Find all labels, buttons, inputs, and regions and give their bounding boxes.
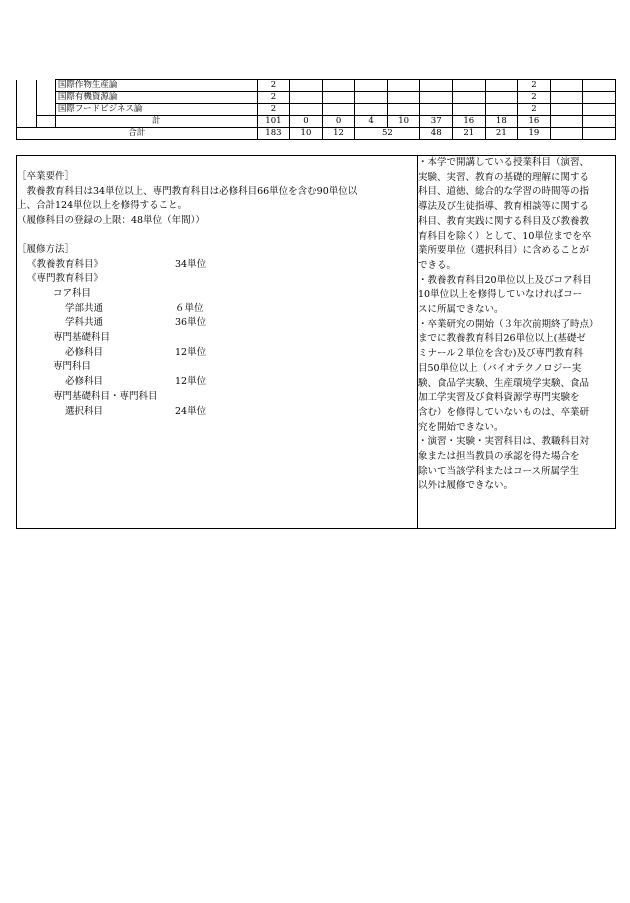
mixed-label: 専門基礎科目・専門科目 [53, 390, 158, 402]
course-name: 国際作物生産論 [55, 80, 257, 92]
cell [355, 92, 388, 104]
registration-limit: （履修科目の登録の上限：48単位（年間）） [17, 215, 205, 227]
dept-common-label: 学科共通 [65, 317, 104, 329]
cell [485, 104, 518, 116]
note-line: 業所要単位（選択科目）に含めることが [418, 245, 590, 257]
cell [355, 104, 388, 116]
cell: 21 [453, 128, 486, 140]
cell [420, 104, 453, 116]
cell: 183 [257, 128, 290, 140]
core-label: コア科目 [53, 287, 92, 299]
note-line: できる。 [418, 259, 457, 271]
cell [485, 92, 518, 104]
requirements-box [16, 155, 616, 529]
cell: 0 [322, 116, 355, 128]
cell: 16 [518, 116, 551, 128]
cell [453, 104, 486, 116]
liberal-units: 34単位 [175, 258, 207, 270]
cell [322, 92, 355, 104]
table-row [17, 80, 616, 92]
cell [485, 80, 518, 92]
note-line: ・演習・実験・実習科目は、教職科目対 [418, 436, 590, 448]
special-label: 《専門教育科目》 [27, 273, 104, 285]
special-required-label: 必修科目 [65, 376, 104, 388]
cell: 37 [420, 116, 453, 128]
note-line: ミナール２単位を含む)及び専門教育科 [418, 348, 584, 360]
cell [420, 92, 453, 104]
requirements-column [17, 156, 418, 528]
note-line: 10単位以上を修得していなければコー [418, 289, 583, 301]
cell [290, 80, 323, 92]
cell [322, 80, 355, 92]
note-line: 育科目を除く）として、10単位までを卒 [418, 230, 592, 242]
cell: 4 [355, 116, 388, 128]
cell: 18 [485, 116, 518, 128]
cell: 2 [518, 80, 551, 92]
cell [290, 104, 323, 116]
cell: 2 [257, 92, 290, 104]
notes-column [418, 156, 615, 494]
cell: 0 [290, 116, 323, 128]
basic-required-label: 必修科目 [65, 346, 104, 358]
note-line: 験、食品学実験、生産環境学実験、食品 [418, 377, 590, 389]
note-line: 含む）を修得していないものは、卒業研 [418, 406, 590, 418]
note-line: 象または担当教員の承認を得た場合を [418, 451, 580, 463]
cell: 48 [420, 128, 453, 140]
note-line: 除いて当該学科またはコース所属学生 [418, 465, 580, 477]
cell: 10 [290, 128, 323, 140]
cell: 2 [257, 104, 290, 116]
basic-required-units: 12単位 [175, 346, 207, 358]
cell [290, 92, 323, 104]
cell: 16 [453, 116, 486, 128]
note-line: 実験、実習、教育の基礎的理解に関する [418, 171, 590, 183]
basic-label: 専門基礎科目 [53, 332, 111, 344]
cell: 2 [518, 104, 551, 116]
liberal-label: 《教養教育科目》 [27, 258, 104, 270]
table-row [17, 104, 616, 116]
method-heading: ［履修方法］ [17, 243, 75, 255]
dept-common-units: 36単位 [175, 317, 207, 329]
total-row [17, 128, 616, 140]
requirements-heading: ［卒業要件］ [17, 171, 75, 182]
cell: 21 [485, 128, 518, 140]
cell [387, 104, 420, 116]
note-line: スに所属できない。 [418, 304, 504, 316]
note-line: ・卒業研究の開始（３年次前期終了時点） [418, 318, 599, 330]
cell [322, 104, 355, 116]
note-line: 究を開始できない。 [418, 421, 504, 433]
note-line: ・本学で開講している授業科目（演習、 [418, 157, 590, 168]
note-line: 科目、教育実践に関する科目及び教養教 [418, 215, 590, 227]
total-label: 合計 [17, 128, 258, 140]
cell [453, 92, 486, 104]
cell [387, 80, 420, 92]
note-line: ・教養教育科目20単位以上及びコア科目 [418, 274, 592, 286]
cell: 2 [518, 92, 551, 104]
cell: 12 [322, 128, 355, 140]
elective-units: 24単位 [175, 405, 207, 417]
note-line: 科目、道徳、総合的な学習の時間等の指 [418, 186, 590, 198]
note-line: までに教養教育科目26単位以上(基礎ゼ [418, 333, 586, 345]
note-line: 目50単位以上（バイオテクノロジー実 [418, 362, 582, 374]
subtotal-label: 計 [55, 116, 257, 128]
cell [387, 92, 420, 104]
cell: 10 [387, 116, 420, 128]
elective-label: 選択科目 [65, 405, 104, 417]
course-name: 国際フードビジネス論 [55, 104, 257, 116]
cell: 52 [355, 128, 420, 140]
cell: 2 [257, 80, 290, 92]
course-name: 国際有機資源論 [55, 92, 257, 104]
note-line: 以外は履修できない。 [418, 480, 514, 492]
credit-table-wrap [16, 79, 616, 140]
cell: 19 [518, 128, 551, 140]
requirements-body-1: 教養教育科目は34単位以上、専門教育科目は必修科目66単位を含む90単位以 [17, 185, 358, 197]
note-line: 導法及び生徒指導、教育相談等に関する [418, 201, 590, 213]
cell [355, 80, 388, 92]
cell [453, 80, 486, 92]
special-required-units: 12単位 [175, 376, 207, 388]
faculty-common-units: ６単位 [175, 302, 204, 314]
faculty-common-label: 学部共通 [65, 302, 104, 314]
table-row [17, 92, 616, 104]
cell: 101 [257, 116, 290, 128]
credit-table [16, 79, 616, 140]
note-line: 加工学実習及び食料資源学専門実験を [418, 392, 580, 404]
special-subj-label: 専門科目 [53, 361, 92, 373]
cell [420, 80, 453, 92]
requirements-body-2: 上、合計124単位以上を修得すること。 [17, 200, 188, 212]
subtotal-row [17, 116, 616, 128]
